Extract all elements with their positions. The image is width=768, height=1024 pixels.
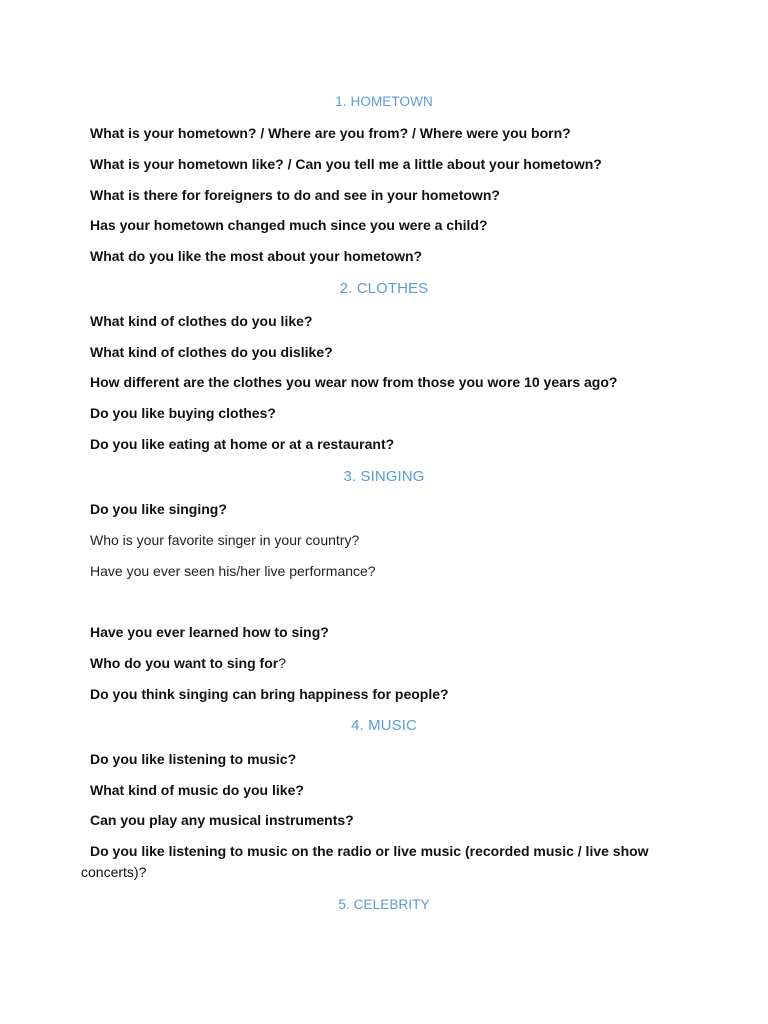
question-clothes-2: What kind of clothes do you dislike?: [90, 344, 333, 360]
question-hometown-2: What is your hometown like? / Can you tell me a little about your hometown?: [90, 156, 602, 172]
question-music-2: What kind of music do you like?: [90, 782, 304, 798]
question-music-3: Can you play any musical instruments?: [90, 812, 354, 828]
question-singing-5-text: Who do you want to sing for: [90, 655, 279, 671]
question-singing-5-mark: ?: [278, 655, 286, 671]
question-clothes-5: Do you like eating at home or at a restaurant?: [90, 436, 395, 452]
question-hometown-5: What do you like the most about your hometown?: [90, 248, 423, 264]
question-clothes-1: What kind of clothes do you like?: [90, 313, 313, 329]
question-singing-6: Do you think singing can bring happiness for people?: [90, 686, 449, 702]
section-heading-celebrity: 5. CELEBRITY: [338, 897, 430, 912]
question-clothes-4: Do you like buying clothes?: [90, 405, 276, 421]
question-music-4-continuation: concerts)?: [81, 864, 147, 880]
question-singing-3: Have you ever seen his/her live performance?: [90, 563, 376, 579]
section-heading-singing: 3. SINGING: [343, 468, 425, 485]
question-hometown-1: What is your hometown? / Where are you from? / Where were you born?: [90, 125, 571, 141]
question-music-1: Do you like listening to music?: [90, 751, 297, 767]
question-clothes-3: How different are the clothes you wear now from those you wore 10 years ago?: [90, 374, 618, 390]
question-singing-1: Do you like singing?: [90, 501, 227, 517]
question-music-4: Do you like listening to music on the radio or live music (recorded music / live show: [90, 843, 649, 859]
question-hometown-3: What is there for foreigners to do and see in your hometown?: [90, 187, 500, 203]
section-heading-clothes: 2. CLOTHES: [339, 280, 429, 297]
section-heading-music: 4. MUSIC: [351, 717, 417, 734]
section-heading-hometown: 1. HOMETOWN: [335, 94, 433, 109]
question-singing-5: [90, 653, 650, 673]
question-singing-2: Who is your favorite singer in your country?: [90, 532, 360, 548]
question-singing-4: Have you ever learned how to sing?: [90, 624, 329, 640]
question-hometown-4: Has your hometown changed much since you were a child?: [90, 217, 488, 233]
